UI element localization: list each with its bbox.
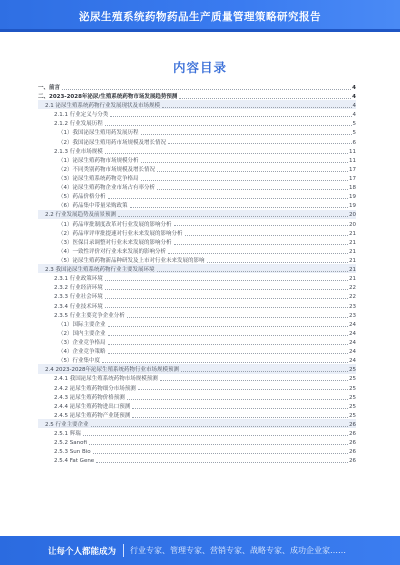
toc-leader-dots — [62, 89, 351, 90]
toc-entry-page: 4 — [352, 103, 356, 110]
toc-entry-page: 25 — [349, 385, 356, 392]
toc-entry[interactable] — [38, 255, 356, 264]
toc-entry-page: 11 — [349, 157, 356, 164]
toc-entry-title: 2.3.4 行业技术环境 — [54, 303, 103, 310]
toc-entry[interactable] — [38, 355, 356, 364]
toc-leader-dots — [105, 125, 352, 126]
toc-entry-page: 21 — [349, 267, 356, 274]
toc-entry-page: 24 — [349, 349, 356, 356]
toc-entry-page: 22 — [349, 294, 356, 301]
toc-entry-title: 2.3.5 行业主要竞争企业分析 — [54, 312, 125, 319]
toc-entry-page: 11 — [349, 148, 356, 155]
toc-entry[interactable] — [38, 219, 356, 228]
toc-entry[interactable] — [38, 301, 356, 310]
toc-entry[interactable] — [38, 410, 356, 419]
toc-leader-dots — [162, 107, 352, 108]
toc-leader-dots — [108, 326, 349, 327]
toc-entry-page: 21 — [349, 230, 356, 237]
toc-entry[interactable] — [38, 128, 356, 137]
toc-leader-dots — [138, 389, 348, 390]
toc-leader-dots — [89, 444, 348, 445]
header-stripe — [0, 29, 400, 32]
toc-entry[interactable] — [38, 200, 356, 209]
toc-entry-title: 2.1.1 行业定义与分类 — [54, 112, 109, 119]
toc-entry-title: 2.3 我国泌尿生殖系统药物行业主要发展环境 — [45, 267, 155, 274]
toc-leader-dots — [132, 408, 348, 409]
toc-leader-dots — [93, 453, 348, 454]
toc-entry-page: 24 — [349, 330, 356, 337]
toc-entry-title: （4）一致性评价对行业未来发展的影响分析 — [58, 248, 167, 255]
toc-entry-page: 26 — [349, 458, 356, 465]
toc-entry-page: 20 — [349, 212, 356, 219]
toc-leader-dots — [168, 253, 348, 254]
toc-entry[interactable] — [38, 383, 356, 392]
toc-entry[interactable] — [38, 182, 356, 191]
toc-entry-page: 21 — [349, 248, 356, 255]
toc-leader-dots — [157, 189, 348, 190]
toc-entry-page: 25 — [349, 403, 356, 410]
toc-entry[interactable] — [38, 428, 356, 437]
toc-entry-title: 2.5 行业主要企业 — [45, 421, 89, 428]
toc-entry[interactable] — [38, 109, 356, 118]
toc-entry[interactable] — [38, 392, 356, 401]
toc-entry-title: 2.4.2 泌尿生殖药物细分市场预测 — [54, 385, 136, 392]
toc-leader-dots — [108, 335, 349, 336]
toc-entry[interactable] — [38, 273, 356, 282]
table-of-contents — [38, 82, 356, 465]
toc-leader-dots — [105, 153, 348, 154]
toc-leader-dots — [91, 426, 349, 427]
toc-entry-title: 2.4 2023-2028年泌尿生殖系统药物行业市场规模预测 — [45, 367, 179, 374]
toc-entry-title: （4）泌尿生殖药物企业市场占有率分析 — [58, 185, 156, 192]
toc-entry[interactable] — [38, 246, 356, 255]
toc-entry-page: 21 — [349, 257, 356, 264]
toc-entry-title: 2.3.2 行业经济环境 — [54, 285, 103, 292]
toc-entry[interactable] — [38, 137, 356, 146]
toc-entry-title: （1）泌尿生殖药物市场规模分析 — [58, 157, 139, 164]
toc-entry-page: 25 — [349, 394, 356, 401]
toc-entry[interactable] — [38, 419, 356, 428]
toc-entry[interactable] — [38, 319, 356, 328]
toc-entry-title: 2.2 行业发展趋势及前景预测 — [45, 212, 116, 219]
report-footer — [0, 536, 400, 565]
toc-leader-dots — [160, 380, 348, 381]
toc-entry-title: 2.4.3 泌尿生殖药物价格预测 — [54, 394, 125, 401]
toc-entry[interactable] — [38, 155, 356, 164]
toc-leader-dots — [157, 271, 349, 272]
toc-leader-dots — [141, 134, 352, 135]
toc-entry-page: 5 — [352, 130, 356, 137]
toc-leader-dots — [108, 353, 349, 354]
toc-entry[interactable] — [38, 91, 356, 100]
toc-entry-title: （4）企业竞争策略 — [58, 349, 106, 356]
toc-leader-dots — [168, 143, 351, 144]
toc-leader-dots — [105, 298, 348, 299]
toc-entry-page: 4 — [352, 94, 356, 101]
toc-entry-page: 5 — [352, 121, 356, 128]
toc-entry-title: （2）我国泌尿生殖用药市场规模及增长情况 — [58, 139, 167, 146]
toc-entry-title: 2.5.2 Sanofi — [54, 440, 87, 447]
toc-entry-page: 18 — [349, 185, 356, 192]
toc-entry-page: 23 — [349, 312, 356, 319]
toc-entry[interactable] — [38, 118, 356, 127]
toc-entry-title: 2.4.1 我国泌尿生殖系统药物市场规模预测 — [54, 376, 158, 383]
toc-entry-page: 26 — [349, 440, 356, 447]
toc-entry-title: 一、前言 — [38, 84, 61, 91]
toc-entry-title: 2.4.4 泌尿生殖药物进出口预测 — [54, 403, 131, 410]
toc-leader-dots — [132, 417, 348, 418]
toc-leader-dots — [108, 198, 349, 199]
toc-heading: 内容目录 — [172, 60, 227, 75]
toc-entry-title: 2.3.3 行业社会环境 — [54, 294, 103, 301]
toc-entry[interactable] — [38, 228, 356, 237]
toc-entry-title: （2）药品审评审批提速对行业未来发展的影响分析 — [58, 230, 183, 237]
toc-entry-title: 2.1.3 行业市场规模 — [54, 148, 103, 155]
toc-entry[interactable] — [38, 282, 356, 291]
toc-entry-title: 2.3.1 行业政策环境 — [54, 276, 103, 283]
toc-leader-dots — [108, 344, 349, 345]
toc-entry-page: 17 — [349, 176, 356, 182]
toc-entry[interactable] — [38, 173, 356, 182]
toc-entry-title: （3）医保目录调整对行业未来发展的影响分析 — [58, 239, 172, 246]
toc-leader-dots — [110, 116, 351, 117]
toc-entry-page: 24 — [349, 358, 356, 365]
toc-leader-dots — [179, 98, 351, 99]
toc-leader-dots — [105, 307, 348, 308]
toc-entry-page: 22 — [349, 285, 356, 292]
report-header — [0, 0, 400, 32]
toc-entry[interactable] — [38, 328, 356, 337]
toc-entry[interactable] — [38, 401, 356, 410]
toc-entry[interactable] — [38, 346, 356, 355]
toc-entry-title: （3）企业竞争格局 — [58, 339, 106, 346]
toc-entry-title: （1）药品审批制度改革对行业发展的影响分析 — [58, 221, 172, 228]
toc-entry-title: （6）药品集中带量采购政策 — [58, 203, 128, 210]
toc-entry[interactable] — [38, 364, 356, 373]
toc-entry[interactable] — [38, 237, 356, 246]
toc-entry[interactable] — [38, 374, 356, 383]
toc-entry-page: 24 — [349, 321, 356, 328]
toc-leader-dots — [185, 235, 348, 236]
toc-entry-title: （5）行业集中度 — [58, 358, 100, 365]
report-title: 泌尿生殖系统药物药品生产质量管理策略研究报告 — [79, 11, 321, 23]
toc-entry[interactable] — [38, 210, 356, 219]
toc-leader-dots — [127, 317, 348, 318]
toc-entry-title: （2）国内主要企业 — [58, 330, 106, 337]
toc-leader-dots — [141, 180, 348, 181]
toc-leader-dots — [130, 207, 348, 208]
toc-entry[interactable] — [38, 446, 356, 455]
toc-leader-dots — [102, 362, 348, 363]
toc-entry-title: （1）国际主要企业 — [58, 321, 106, 328]
toc-entry-page: 25 — [349, 412, 356, 419]
toc-leader-dots — [96, 462, 348, 463]
toc-entry[interactable] — [38, 264, 356, 273]
toc-entry-page: 23 — [349, 303, 356, 310]
toc-entry-page: 21 — [349, 276, 356, 283]
toc-entry-page: 20 — [349, 221, 356, 228]
toc-entry[interactable] — [38, 100, 356, 109]
toc-leader-dots — [105, 289, 348, 290]
toc-entry-page: 26 — [349, 449, 356, 456]
toc-entry-title: （2）不同类别药物市场规模及增长情况 — [58, 166, 156, 173]
toc-leader-dots — [174, 225, 348, 226]
toc-entry-title: （5）泌尿生殖药物新品种研发及上市对行业未来发展的影响 — [58, 257, 205, 264]
toc-entry-title: （1）我国泌尿生殖用药发展历程 — [58, 130, 139, 137]
toc-entry-page: 26 — [349, 431, 356, 438]
toc-entry[interactable] — [38, 455, 356, 464]
toc-entry-page: 19 — [349, 203, 356, 210]
toc-entry-title: （3）泌尿生殖系统药物竞争格局 — [58, 176, 139, 182]
toc-entry[interactable] — [38, 437, 356, 446]
toc-leader-dots — [105, 280, 348, 281]
toc-entry-page: 24 — [349, 339, 356, 346]
toc-entry[interactable] — [38, 164, 356, 173]
toc-leader-dots — [207, 262, 348, 263]
toc-leader-dots — [157, 171, 348, 172]
toc-entry-title: （5）药品价格分析 — [58, 194, 106, 201]
toc-entry-page: 6 — [352, 139, 356, 146]
footer-slogan: 行业专家、管理专家、营销专家、战略专家、成功企业家…… — [130, 546, 346, 555]
toc-leader-dots — [181, 371, 348, 372]
toc-entry-title: 2.5.1 辉瑞 — [54, 431, 81, 438]
toc-entry-page: 26 — [349, 421, 356, 428]
toc-entry[interactable] — [38, 310, 356, 319]
toc-leader-dots — [174, 244, 348, 245]
toc-leader-dots — [141, 162, 348, 163]
toc-entry[interactable] — [38, 146, 356, 155]
footer-brand: 让每个人都能成为 — [48, 547, 117, 557]
toc-entry-page: 4 — [352, 84, 356, 91]
toc-entry-title: 二、2023-2028年泌尿/生殖系统药物市场发展趋势预测 — [38, 94, 178, 101]
toc-entry-page: 25 — [349, 376, 356, 383]
toc-leader-dots — [83, 435, 348, 436]
toc-entry[interactable] — [38, 292, 356, 301]
toc-entry[interactable] — [38, 82, 356, 91]
toc-entry-title: 2.4.5 泌尿生殖药物产业链预测 — [54, 412, 131, 419]
toc-entry-page: 21 — [349, 239, 356, 246]
toc-leader-dots — [127, 399, 348, 400]
toc-leader-dots — [118, 216, 348, 217]
footer-divider — [123, 544, 124, 557]
toc-entry-page: 25 — [349, 367, 356, 374]
toc-entry[interactable] — [38, 337, 356, 346]
toc-entry-title: 2.5.3 Sun Bio — [54, 449, 91, 456]
toc-entry-page: 17 — [349, 166, 356, 173]
toc-entry-title: 2.5.4 Fat Gene — [54, 458, 95, 465]
toc-entry-page: 19 — [349, 194, 356, 201]
toc-entry[interactable] — [38, 191, 356, 200]
toc-entry-title: 2.1.2 行业发展历程 — [54, 121, 103, 128]
toc-entry-page: 4 — [352, 112, 356, 119]
toc-entry-title: 2.1 泌尿生殖系统药物行业发展现状及市场规模 — [45, 103, 160, 110]
